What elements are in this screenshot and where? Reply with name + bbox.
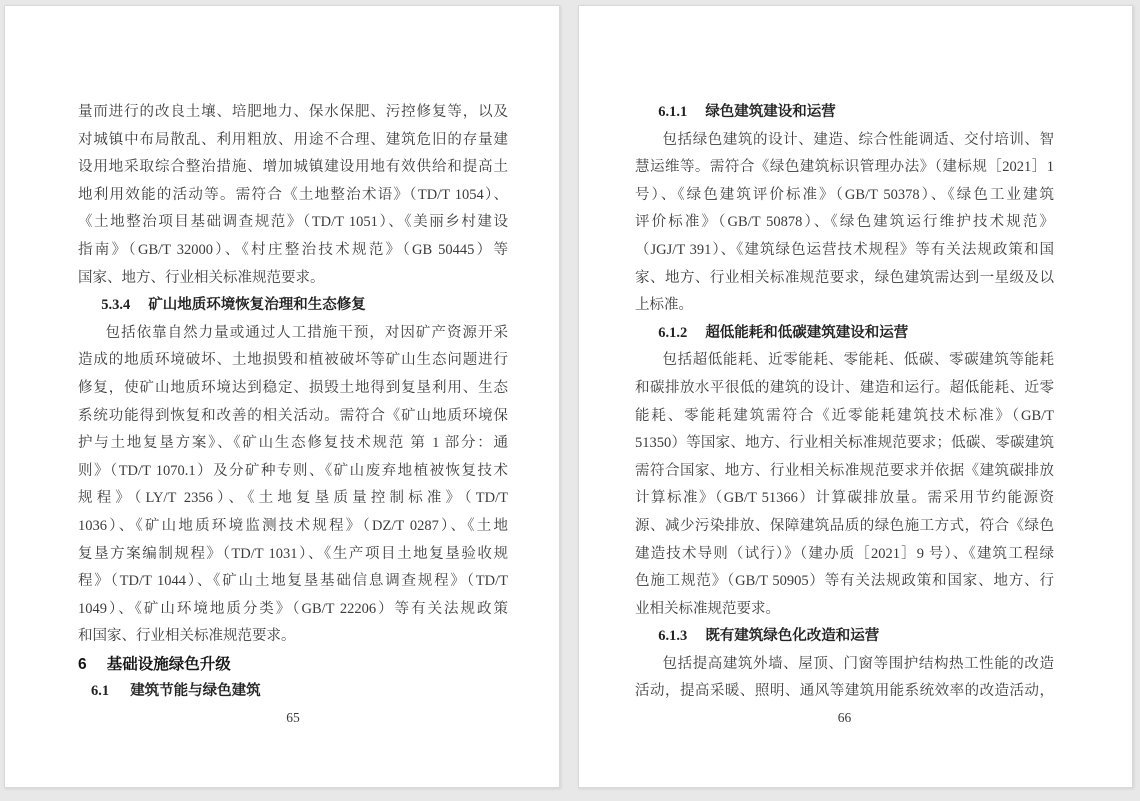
text-line: 色施工规范》（GB/T 50905）等有关法规政策和国家、地方、行 xyxy=(635,573,1054,590)
text-line: （JGJ/T 391）、《建筑绿色运营技术规程》等有关法规政策和国 xyxy=(635,241,1054,258)
page-rows xyxy=(78,99,508,706)
text-line: 需符合国家、地方、行业相关标准规范要求并依据《建筑碳排放 xyxy=(635,462,1054,479)
heading-line xyxy=(635,623,1054,651)
text-line: 源、减少污染排放、保障建筑品质的绿色施工方式，符合《绿色 xyxy=(635,517,1054,534)
heading-number: 6.1.1 xyxy=(658,104,688,120)
text-line: 号）、《绿色建筑评价标准》（GB/T 50378）、《绿色工业建筑 xyxy=(635,186,1054,203)
text-line: 修复，使矿山地质环境达到稳定、损毁土地得到复垦利用、生态 xyxy=(78,379,508,396)
text-line: 护与土地复垦方案》、《矿山生态修复技术规范 第 1 部分：通 xyxy=(78,435,508,452)
text-line: 则》（TD/T 1070.1）及分矿种专则、《矿山废弃地植被恢复技术 xyxy=(78,462,508,479)
heading-text: 超低能耗和低碳建筑建设和运营 xyxy=(705,324,909,341)
heading-line xyxy=(78,651,508,679)
heading-text: 基础设施绿色升级 xyxy=(106,655,231,673)
text-line: 评价标准》（GB/T 50878）、《绿色建筑运行维护技术规范》 xyxy=(635,214,1054,231)
document-page-right xyxy=(578,5,1133,788)
text-line: 《土地整治项目基础调查规范》（TD/T 1051）、《美丽乡村建设 xyxy=(78,214,508,231)
text-line: 建造技术导则（试行）》（建办质［2021］9 号）、《建筑工程绿 xyxy=(635,545,1054,562)
text-line: 设用地采取综合整治措施、增加城镇建设用地有效供给和提高土 xyxy=(78,159,508,176)
heading-text: 矿山地质环境恢复治理和生态修复 xyxy=(148,297,366,314)
text-line: 复垦方案编制规程》（TD/T 1031）、《生产项目土地复垦验收规 xyxy=(78,545,508,562)
text-line: 上标准。 xyxy=(635,297,693,314)
page-rows xyxy=(635,99,1054,706)
text-line: 包括提高建筑外墙、屋顶、门窗等围护结构热工性能的改造 xyxy=(662,655,1054,672)
text-line: 能耗、零能耗建筑需符合《近零能耗建筑技术标准》（GB/T xyxy=(635,407,1054,424)
text-line: 计算标准》（GB/T 51366）计算碳排放量。需采用节约能源资 xyxy=(635,490,1054,507)
page-number: 66 xyxy=(837,710,852,726)
heading-line xyxy=(78,678,508,706)
heading-text: 建筑节能与绿色建筑 xyxy=(130,683,261,700)
text-line: 慧运维等。需符合《绿色建筑标识管理办法》（建标规［2021］1 xyxy=(635,159,1054,176)
heading-number: 6.1 xyxy=(91,683,110,700)
text-line: 业相关标准规范要求。 xyxy=(635,600,780,617)
text-line: 国家、地方、行业相关标准规范要求。 xyxy=(78,269,325,286)
heading-text: 绿色建筑建设和运营 xyxy=(705,104,836,120)
text-line: 地利用效能的活动等。需符合《土地整治术语》（TD/T 1054）、 xyxy=(78,186,508,203)
heading-number: 6.1.2 xyxy=(658,324,688,341)
text-line: 造成的地质环境破坏、土地损毁和植被破坏等矿山生态问题进行 xyxy=(78,352,508,369)
text-line: 对城镇中布局散乱、利用粗放、用途不合理、建筑危旧的存量建 xyxy=(78,131,508,148)
text-line: 1049）、《矿山环境地质分类》（GB/T 22206）等有关法规政策 xyxy=(78,600,508,617)
text-line: 程》（TD/T 1044）、《矿山土地复垦基础信息调查规程》（TD/T xyxy=(78,573,508,590)
text-line: 指南》（GB/T 32000）、《村庄整治技术规范》（GB 50445）等 xyxy=(78,241,508,258)
heading-number: 5.3.4 xyxy=(101,297,131,314)
text-line: 包括依靠自然力量或通过人工措施干预，对因矿产资源开采 xyxy=(105,324,508,341)
text-line: 包括超低能耗、近零能耗、零能耗、低碳、零碳建筑等能耗 xyxy=(662,352,1054,369)
heading-text: 既有建筑绿色化改造和运营 xyxy=(705,628,880,645)
text-line: 家、地方、行业相关标准规范要求，绿色建筑需达到一星级及以 xyxy=(635,269,1054,286)
heading-number: 6 xyxy=(78,655,87,673)
text-line: 和碳排放水平很低的建筑的设计、建造和运行。超低能耗、近零 xyxy=(635,379,1054,396)
text-line: 1036）、《矿山地质环境监测技术规程》（DZ/T 0287）、《土地 xyxy=(78,517,508,534)
text-line: 51350）等国家、地方、行业相关标准规范要求；低碳、零碳建筑 xyxy=(635,435,1054,452)
text-line: 和国家、行业相关标准规范要求。 xyxy=(78,628,296,645)
heading-number: 6.1.3 xyxy=(658,628,688,645)
text-line: 活动，提高采暖、照明、通风等建筑用能系统效率的改造活动， xyxy=(635,683,1054,700)
text-line: 规程》（LY/T 2356）、《土地复垦质量控制标准》（TD/T xyxy=(78,490,508,507)
heading-line xyxy=(635,320,1054,348)
text-line: 包括绿色建筑的设计、建造、综合性能调适、交付培训、智 xyxy=(662,131,1054,148)
text-line: 系统功能得到恢复和改善的相关活动。需符合《矿山地质环境保 xyxy=(78,407,508,424)
heading-line xyxy=(635,99,1054,127)
heading-line xyxy=(78,292,508,320)
text-line: 量而进行的改良土壤、培肥地力、保水保肥、污控修复等，以及 xyxy=(78,104,508,120)
page-number: 65 xyxy=(286,710,300,726)
document-page-left xyxy=(4,5,560,788)
